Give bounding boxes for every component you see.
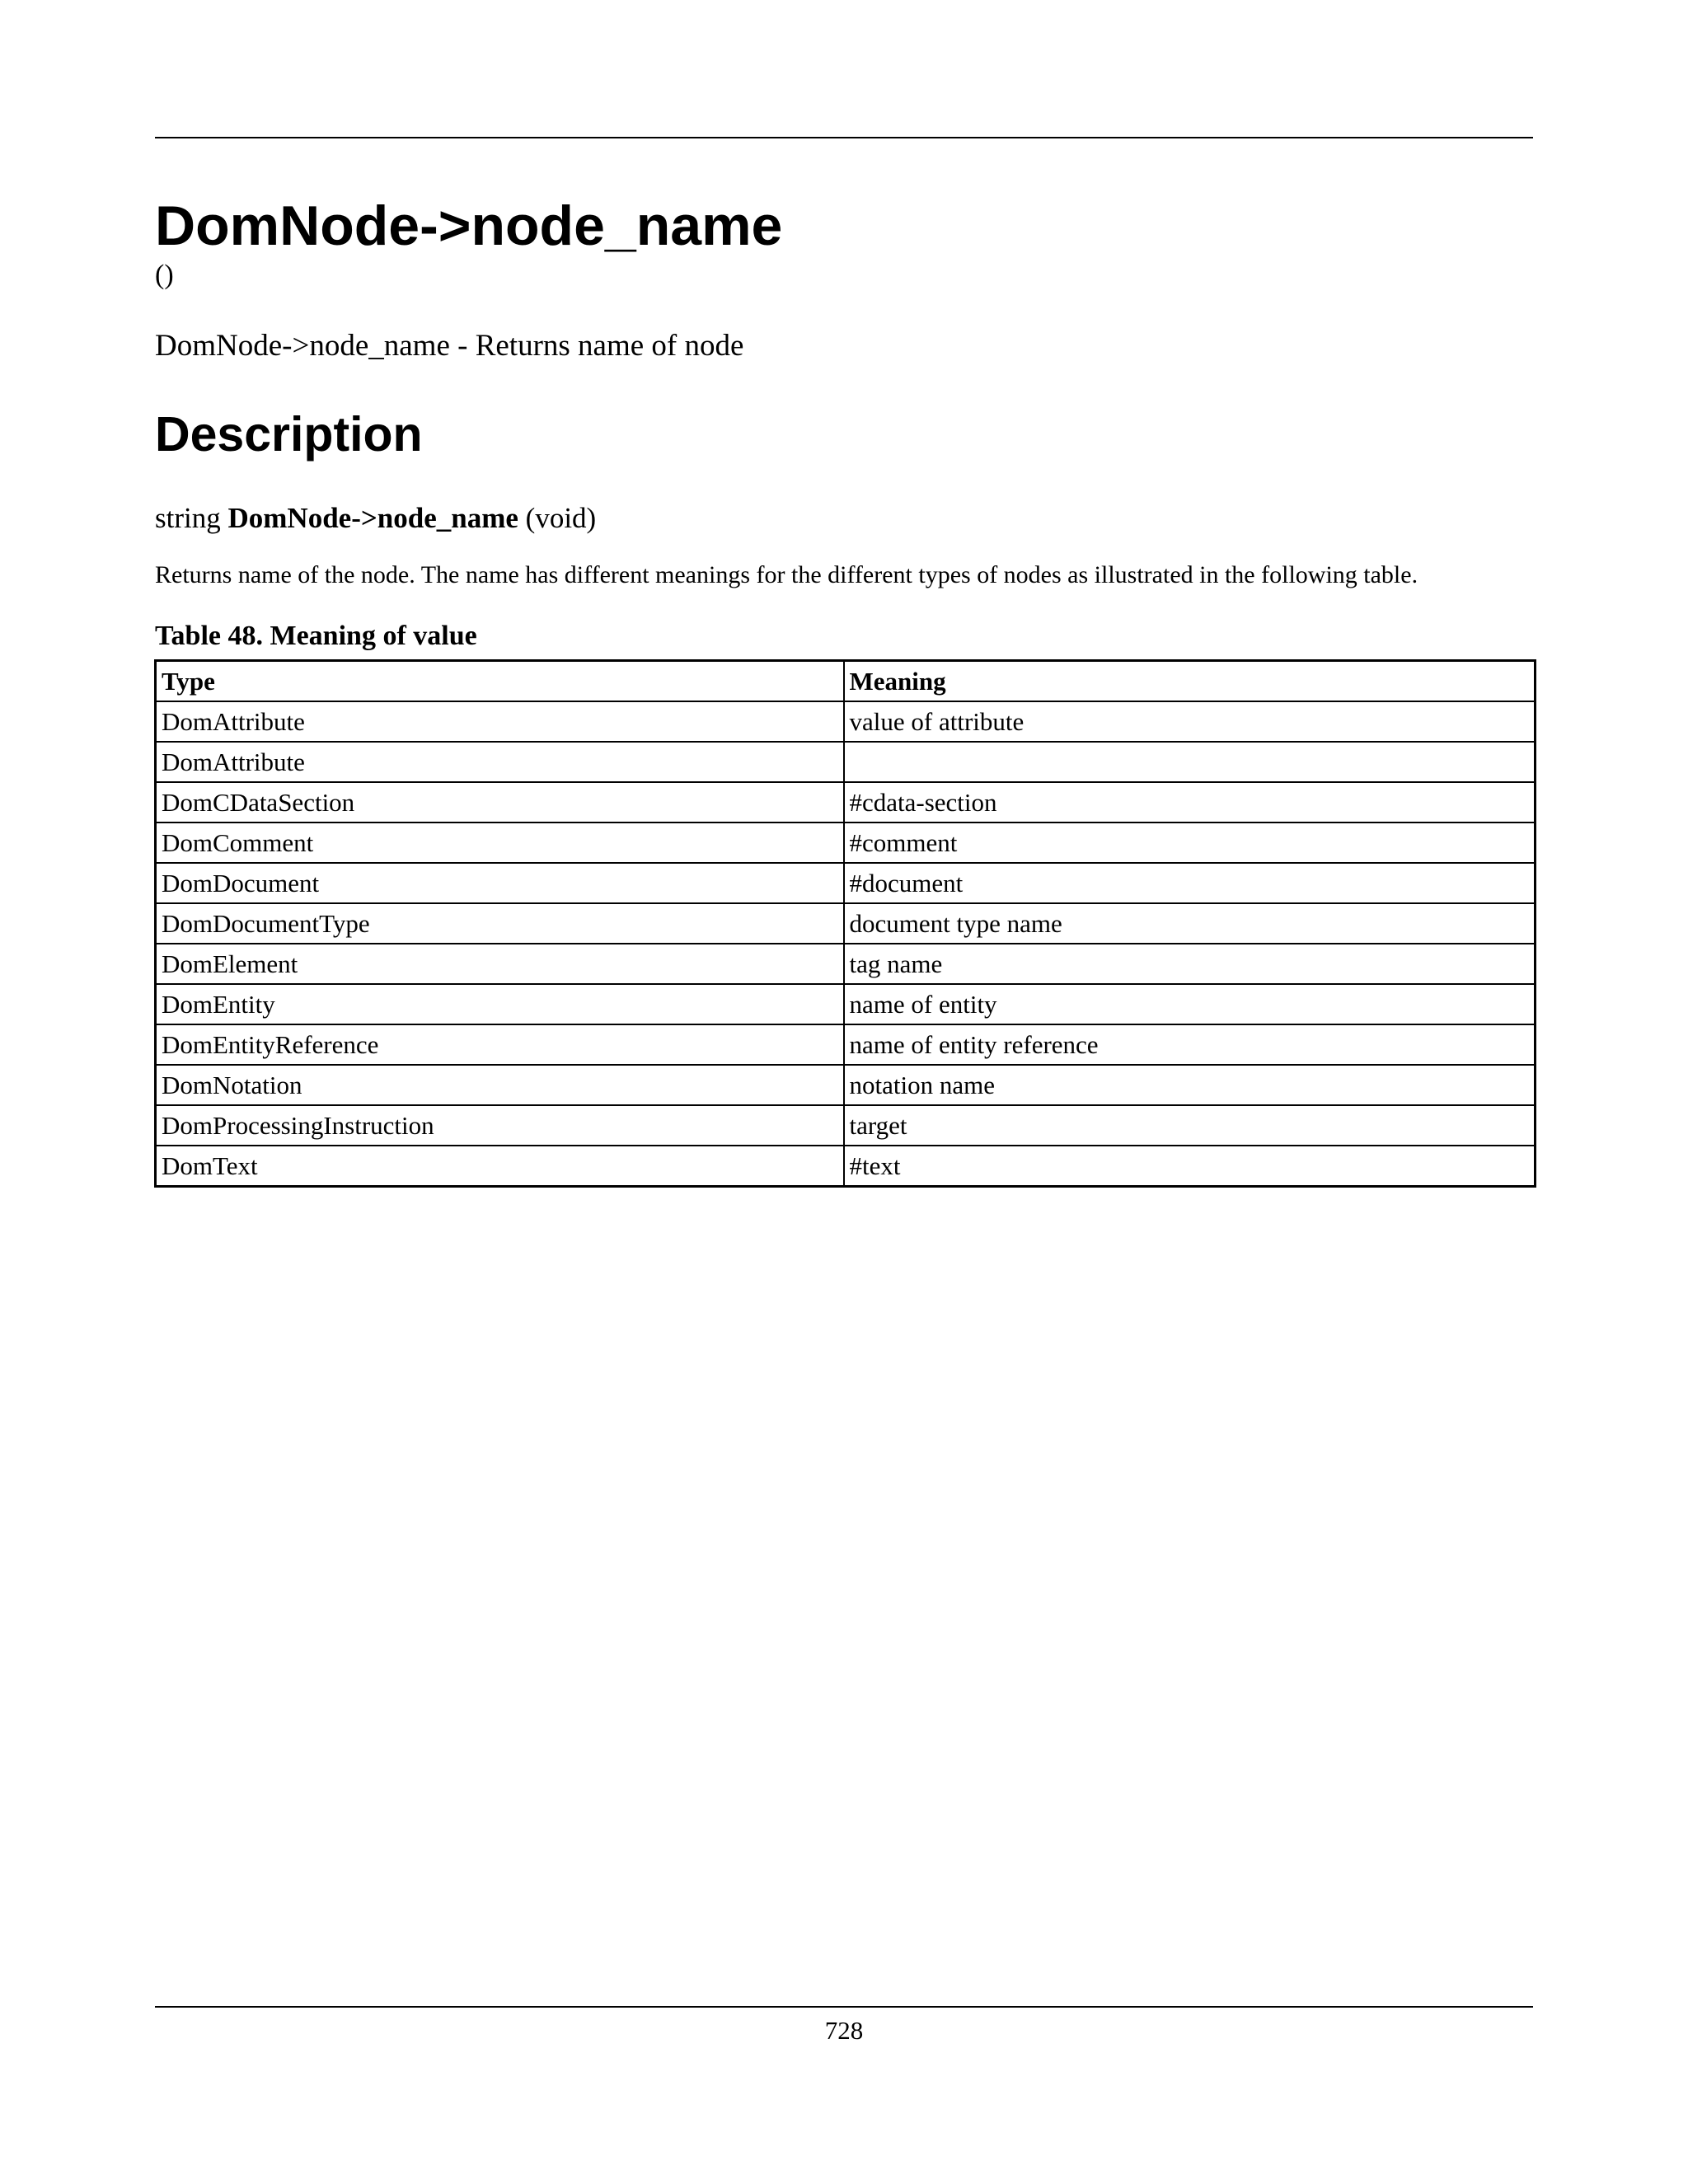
cell-type: DomCDataSection	[156, 782, 844, 823]
cell-type: DomDocumentType	[156, 903, 844, 944]
cell-type: DomNotation	[156, 1065, 844, 1105]
table-row	[156, 823, 1536, 863]
page-number: 728	[824, 2016, 864, 2045]
cell-type: DomAttribute	[156, 742, 844, 782]
cell-meaning: document type name	[844, 903, 1536, 944]
cell-meaning: tag name	[844, 944, 1536, 984]
cell-type: DomProcessingInstruction	[156, 1105, 844, 1146]
cell-type: DomAttribute	[156, 701, 844, 742]
synopsis-function-name: DomNode->node_name	[227, 502, 518, 534]
cell-meaning: value of attribute	[844, 701, 1536, 742]
cell-meaning: name of entity reference	[844, 1024, 1536, 1065]
table-row	[156, 701, 1536, 742]
cell-type: DomElement	[156, 944, 844, 984]
table-header-row	[156, 661, 1536, 702]
table-row	[156, 782, 1536, 823]
cell-meaning	[844, 742, 1536, 782]
synopsis-return-type: string	[155, 502, 221, 534]
cell-meaning: #text	[844, 1146, 1536, 1187]
cell-type: DomDocument	[156, 863, 844, 903]
refpurpose: DomNode->node_name - Returns name of node	[155, 329, 744, 363]
table-row	[156, 1146, 1536, 1187]
cell-meaning: #document	[844, 863, 1536, 903]
cell-meaning: #cdata-section	[844, 782, 1536, 823]
column-header-meaning: Meaning	[844, 661, 1536, 702]
column-header-type: Type	[156, 661, 844, 702]
table-row	[156, 1065, 1536, 1105]
cell-meaning: notation name	[844, 1065, 1536, 1105]
table-row	[156, 984, 1536, 1024]
table-row	[156, 1024, 1536, 1065]
cell-meaning: name of entity	[844, 984, 1536, 1024]
table-row	[156, 944, 1536, 984]
page-title: DomNode->node_name	[155, 194, 783, 257]
description-paragraph: Returns name of the node. The name has different meanings for the different types of nodes as illustrated in the following table.	[155, 561, 1418, 588]
section-heading-description: Description	[155, 407, 423, 462]
cell-meaning: #comment	[844, 823, 1536, 863]
page-content	[155, 137, 1533, 1188]
title-parens: ()	[155, 260, 174, 290]
table-row	[156, 903, 1536, 944]
function-synopsis	[155, 501, 1533, 536]
cell-meaning: target	[844, 1105, 1536, 1146]
table-row	[156, 863, 1536, 903]
table-row	[156, 1105, 1536, 1146]
cell-type: DomText	[156, 1146, 844, 1187]
table-title: Table 48. Meaning of value	[155, 621, 477, 651]
cell-type: DomEntity	[156, 984, 844, 1024]
cell-type: DomComment	[156, 823, 844, 863]
table-row	[156, 742, 1536, 782]
footer-rule	[155, 2006, 1533, 2008]
meaning-table	[154, 659, 1536, 1188]
synopsis-params: (void)	[525, 502, 597, 534]
cell-type: DomEntityReference	[156, 1024, 844, 1065]
